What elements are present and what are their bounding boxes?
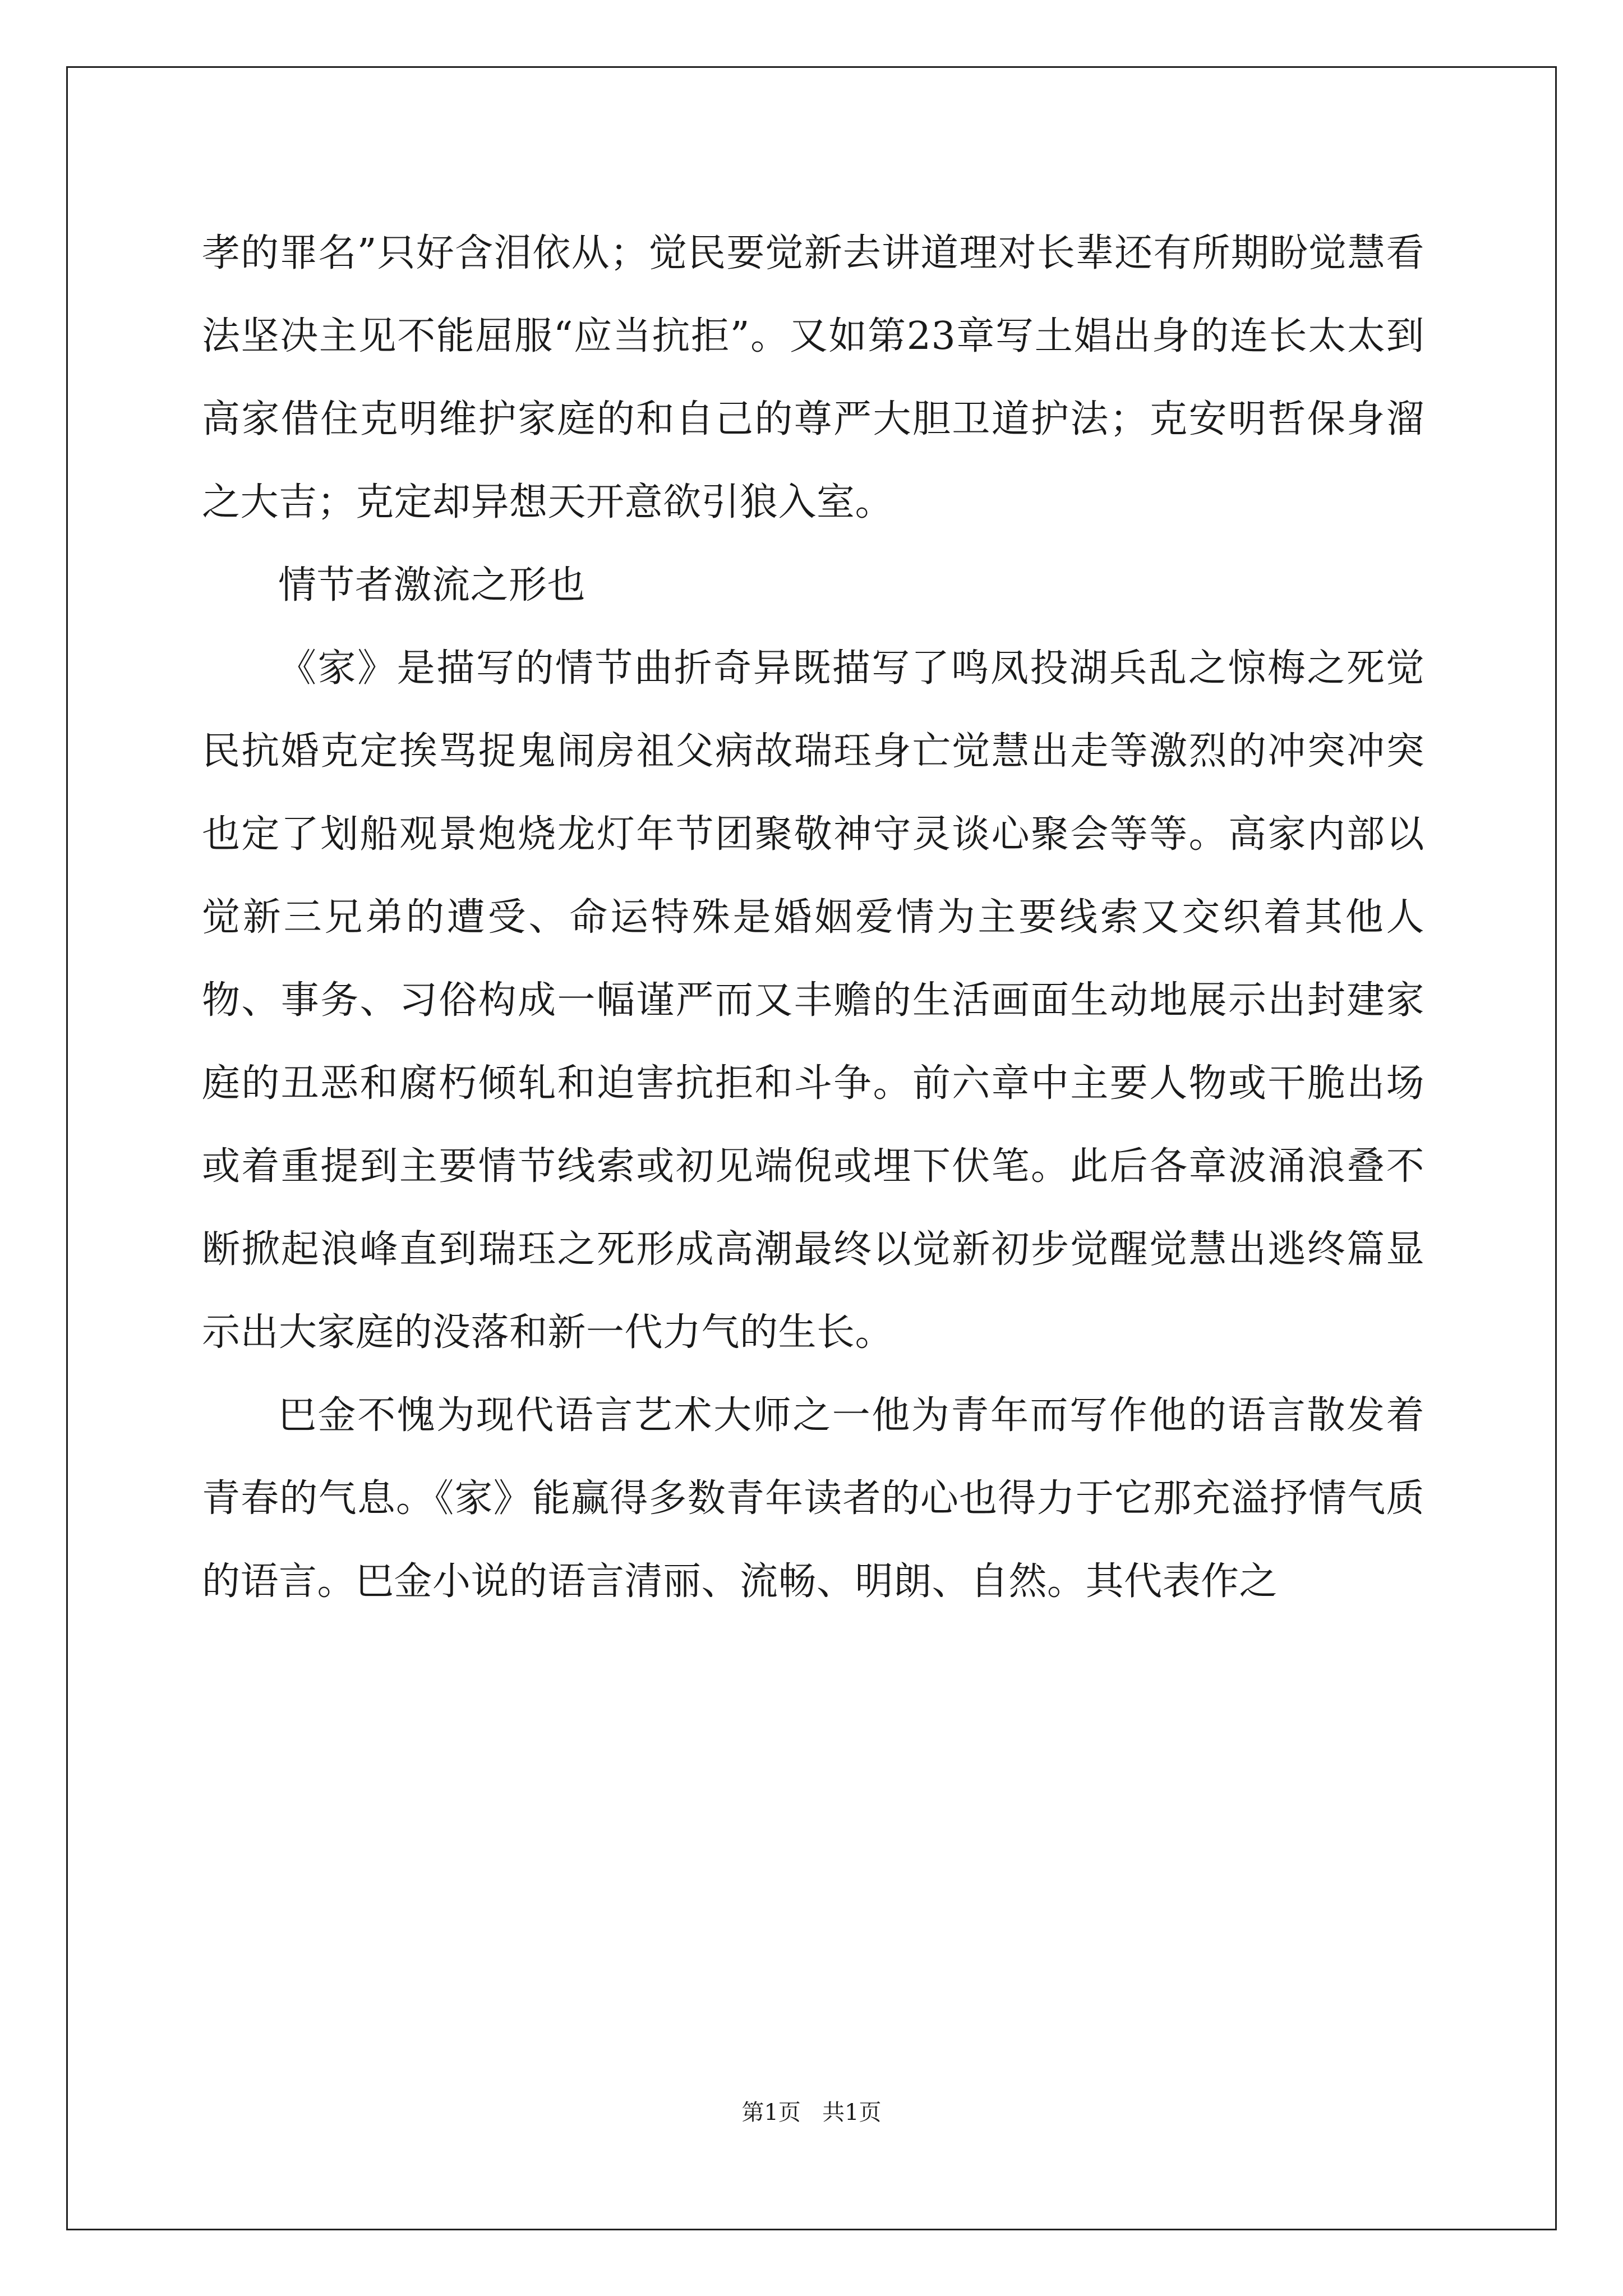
page-footer [0, 2097, 1623, 2128]
document-body [202, 212, 1424, 1623]
page-number: 第1页 [741, 2100, 801, 2125]
paragraph-1: 孝的罪名”只好含泪依从；觉民要觉新去讲道理对长辈还有所期盼觉慧看法坚决主见不能屈服“应当抗拒”。又如第23章写土娼出身的连长太太到高家借住克明维护家庭的和自己的尊严大胆卫道护法；克安明哲保身溜之大吉；克定却异想天开意欲引狼入室。 [202, 231, 1424, 524]
paragraph-4: 巴金不愧为现代语言艺术大师之一他为青年而写作他的语言散发着青春的气息。《家》能赢得多数青年读者的心也得力于它那充溢抒情气质的语言。巴金小说的语言清丽、流畅、明朗、自然。其代表作之 [202, 1393, 1424, 1604]
paragraph-3: 《家》是描写的情节曲折奇异既描写了鸣凤投湖兵乱之惊梅之死觉民抗婚克定挨骂捉鬼闹房祖父病故瑞珏身亡觉慧出走等激烈的冲突冲突也定了划船观景炮烧龙灯年节团聚敬神守灵谈心聚会等等。高家内部以觉新三兄弟的遭受、命运特殊是婚姻爱情为主要线索又交织着其他人物、事务、习俗构成一幅谨严而又丰赡的生活画面生动地展示出封建家庭的丑恶和腐朽倾轧和迫害抗拒和斗争。前六章中主要人物或干脆出场或着重提到主要情节线索或初见端倪或埋下伏笔。此后各章波涌浪叠不断掀起浪峰直到瑞珏之死形成高潮最终以觉新初步觉醒觉慧出逃终篇显示出大家庭的没落和新一代力气的生长。 [202, 646, 1424, 1355]
page-total: 共1页 [822, 2100, 882, 2125]
paragraph-2-heading: 情节者激流之形也 [278, 563, 586, 608]
